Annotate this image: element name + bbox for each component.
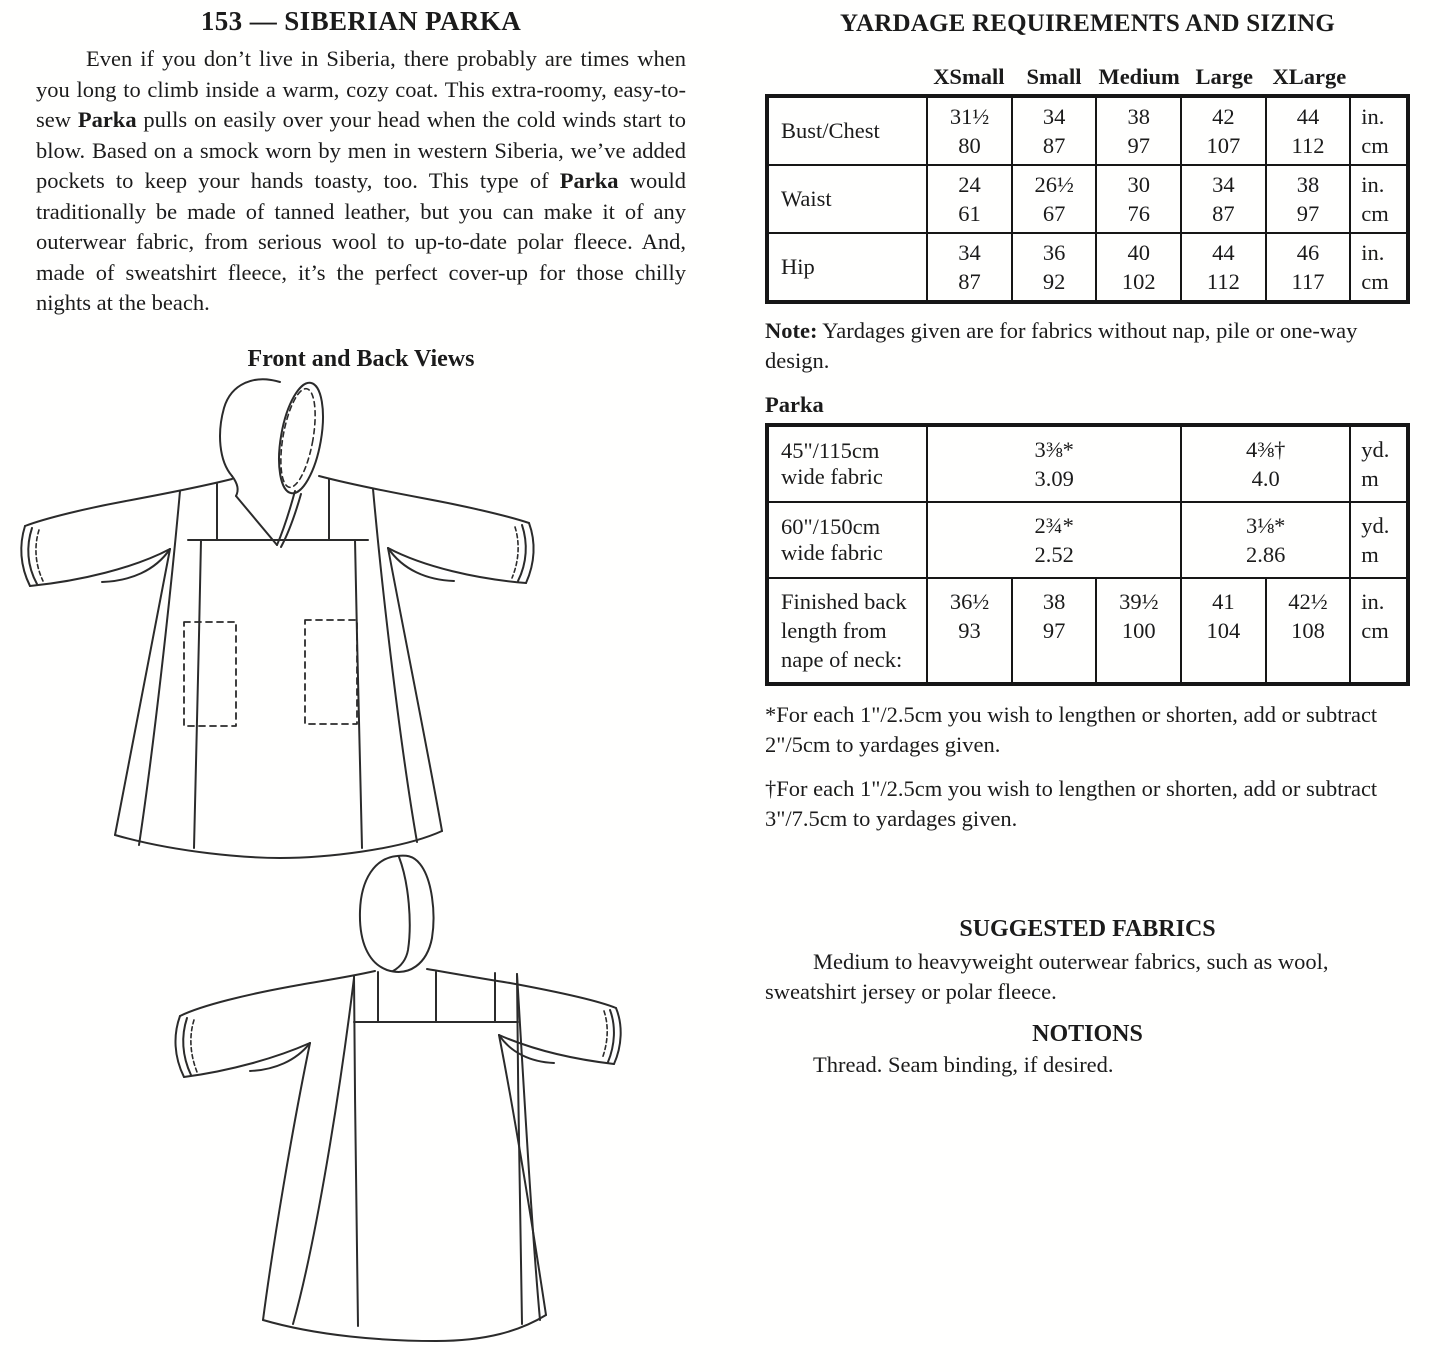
row-label: Waist <box>767 165 927 233</box>
cm-value: 97 <box>1296 201 1320 226</box>
m-value: 3.09 <box>1034 466 1074 491</box>
yd-value: 4⅜† <box>1246 437 1286 462</box>
in-value: 38 <box>1127 104 1151 129</box>
measurement-cell <box>1096 96 1181 165</box>
yd-value: 2¾* <box>1034 513 1074 538</box>
measurement-cell <box>1181 96 1266 165</box>
notions-text: Thread. Seam binding, if desired. <box>813 1052 1114 1077</box>
length-cell <box>1012 578 1097 684</box>
label-line: Finished back <box>781 589 907 614</box>
measurement-cell <box>927 96 1012 165</box>
fabric-width: 45"/115cm <box>781 438 880 463</box>
size-header-small: Small <box>1026 64 1082 89</box>
in-value: 41 <box>1212 589 1235 614</box>
in-value: 40 <box>1127 240 1151 265</box>
cm-value: 76 <box>1127 201 1151 226</box>
sizing-row-bust <box>767 96 1408 165</box>
footnote-star: *For each 1"/2.5cm you wish to lengthen or shorten, add or subtract 2"/5cm to yardages given. <box>765 702 1378 757</box>
parka-back-view-drawing <box>168 852 708 1352</box>
measurement-cell <box>1266 96 1351 165</box>
views-heading: Front and Back Views <box>247 345 475 372</box>
in-value: 34 <box>1212 172 1235 197</box>
right-column <box>765 0 1410 1080</box>
notions-heading: NOTIONS <box>1032 1021 1143 1047</box>
measurement-cell <box>1266 165 1351 233</box>
unit-in: in. <box>1361 240 1385 265</box>
measurement-cell <box>1266 233 1351 302</box>
parka-table-label: Parka <box>765 392 824 417</box>
cm-value: 97 <box>1127 133 1151 158</box>
cm-value: 87 <box>1212 201 1235 226</box>
footnote-dagger: †For each 1"/2.5cm you wish to lengthen or shorten, add or subtract 3"/7.5cm to yardages given. <box>765 776 1378 831</box>
size-header-medium: Medium <box>1098 64 1180 89</box>
unit-cm: cm <box>1361 201 1389 226</box>
in-value: 42 <box>1212 104 1235 129</box>
suggested-fabrics-heading: SUGGESTED FABRICS <box>959 916 1216 942</box>
measurement-cell <box>1012 233 1097 302</box>
yardage-cell-xs-m <box>927 425 1181 502</box>
yardage-cell-xs-m <box>927 502 1181 578</box>
m-value: 2.86 <box>1246 542 1286 567</box>
parka-row-45in-fabric <box>767 425 1408 502</box>
unit-m: m <box>1361 466 1379 491</box>
size-header-spacer <box>1352 64 1410 94</box>
in-value: 34 <box>958 240 981 265</box>
cm-value: 104 <box>1206 618 1241 643</box>
unit-yd: yd. <box>1361 513 1390 538</box>
sizing-row-hip <box>767 233 1408 302</box>
cm-value: 80 <box>958 133 981 158</box>
intro-bold-parka-2: Parka <box>559 168 619 193</box>
parka-yardage-table <box>765 423 1410 686</box>
cm-value: 93 <box>958 618 981 643</box>
label-line: nape of neck: <box>781 647 903 672</box>
measurement-cell <box>1096 165 1181 233</box>
measurement-cell <box>1012 165 1097 233</box>
in-value: 24 <box>958 172 981 197</box>
in-value: 38 <box>1042 589 1066 614</box>
length-cell <box>1096 578 1181 684</box>
in-value: 44 <box>1296 104 1320 129</box>
in-value: 38 <box>1296 172 1320 197</box>
cm-value: 87 <box>958 269 981 294</box>
measurement-cell <box>1181 233 1266 302</box>
front-neckline <box>236 491 301 547</box>
length-cell <box>1266 578 1351 684</box>
row-label: Bust/Chest <box>767 96 927 165</box>
in-value: 26½ <box>1034 172 1074 197</box>
back-hood-outline <box>360 856 434 972</box>
yardage-cell-l-xl <box>1181 425 1350 502</box>
in-value: 36½ <box>949 589 990 614</box>
cm-value: 112 <box>1206 269 1240 294</box>
parka-front-view-drawing <box>18 372 538 862</box>
intro-text-1: Even if you don’t live in Siberia, there probably are times when you long to climb inside a warm, cozy coat. This extra-roomy, easy-to-sew <box>36 46 686 132</box>
yardage-cell-l-xl <box>1181 502 1350 578</box>
fabric-width-2: wide fabric <box>781 540 883 565</box>
cm-value: 67 <box>1042 201 1066 226</box>
size-header-xsmall: XSmall <box>933 64 1005 89</box>
size-column-headers <box>765 64 1410 94</box>
cm-value: 112 <box>1291 133 1325 158</box>
fabric-width-2: wide fabric <box>781 464 883 489</box>
cm-value: 100 <box>1121 618 1156 643</box>
row-label <box>767 578 927 684</box>
cm-value: 102 <box>1121 269 1156 294</box>
page-title: 153 — SIBERIAN PARKA <box>200 6 522 36</box>
yd-value: 3⅛* <box>1246 513 1286 538</box>
unit-in: in. <box>1361 104 1385 129</box>
parka-row-60in-fabric <box>767 502 1408 578</box>
intro-text-2: pulls on easily over your head when the cold winds start to blow. Based on a smock worn by men in western Siberia, we’ve added pockets to keep your hands toasty, too. This type of <box>36 107 686 193</box>
back-left-sleeve <box>175 971 375 1077</box>
units-cell <box>1350 425 1408 502</box>
row-label: Hip <box>767 233 927 302</box>
in-value: 31½ <box>949 104 990 129</box>
in-value: 46 <box>1296 240 1320 265</box>
unit-cm: cm <box>1361 269 1389 294</box>
in-value: 34 <box>1042 104 1066 129</box>
units-cell <box>1350 233 1408 302</box>
yardage-heading: YARDAGE REQUIREMENTS AND SIZING <box>840 10 1335 37</box>
left-column <box>36 6 686 373</box>
in-value: 44 <box>1212 240 1235 265</box>
in-value: 30 <box>1127 172 1151 197</box>
intro-paragraph <box>36 44 686 319</box>
front-right-pocket <box>305 620 357 724</box>
m-value: 4.0 <box>1251 466 1280 491</box>
in-value: 36 <box>1042 240 1066 265</box>
sizing-table <box>765 94 1410 304</box>
measurement-cell <box>1096 233 1181 302</box>
front-body-panels <box>115 479 442 858</box>
units-cell <box>1350 578 1408 684</box>
cm-value: 107 <box>1206 133 1241 158</box>
row-label <box>767 425 927 502</box>
front-right-sleeve <box>319 476 534 583</box>
back-body-panels <box>263 972 546 1341</box>
back-right-sleeve <box>427 969 621 1064</box>
unit-m: m <box>1361 542 1379 567</box>
m-value: 2.52 <box>1034 542 1074 567</box>
measurement-cell <box>927 233 1012 302</box>
row-label <box>767 502 927 578</box>
note-label: Note: <box>765 318 818 343</box>
in-value: 39½ <box>1119 589 1159 614</box>
unit-in: in. <box>1361 589 1385 614</box>
size-header-xlarge: XLarge <box>1272 64 1347 89</box>
units-cell <box>1350 165 1408 233</box>
length-cell <box>927 578 1012 684</box>
unit-in: in. <box>1361 172 1385 197</box>
cm-value: 92 <box>1042 269 1066 294</box>
units-cell <box>1350 502 1408 578</box>
size-header-large: Large <box>1195 64 1253 89</box>
cm-value: 61 <box>958 201 981 226</box>
fabric-width: 60"/150cm <box>781 514 881 539</box>
units-cell <box>1350 96 1408 165</box>
measurement-cell <box>1181 165 1266 233</box>
unit-cm: cm <box>1361 618 1389 643</box>
unit-yd: yd. <box>1361 437 1390 462</box>
measurement-cell <box>1012 96 1097 165</box>
in-value: 42½ <box>1288 589 1328 614</box>
cm-value: 87 <box>1042 133 1066 158</box>
cm-value: 108 <box>1291 618 1325 643</box>
suggested-fabrics-text: Medium to heavyweight outerwear fabrics, such as wool, sweatshirt jersey or polar fleece. <box>765 949 1329 1004</box>
front-left-pocket <box>184 622 236 726</box>
measurement-cell <box>927 165 1012 233</box>
cm-value: 97 <box>1042 618 1066 643</box>
parka-row-finished-length <box>767 578 1408 684</box>
intro-bold-parka-1: Parka <box>77 107 137 132</box>
cm-value: 117 <box>1291 269 1325 294</box>
size-header-spacer <box>765 64 926 94</box>
yd-value: 3⅜* <box>1034 437 1074 462</box>
intro-text-3: would traditionally be made of tanned leather, but you can make it of any outerwear fabric, from serious wool to up-to-date polar fleece. And, made of sweatshirt fleece, it’s the perfect cover-up for those chilly nights at the beach. <box>36 168 686 315</box>
size-header-row <box>765 64 1410 94</box>
note-text: Yardages given are for fabrics without nap, pile or one-way design. <box>765 318 1358 373</box>
unit-cm: cm <box>1361 133 1389 158</box>
length-cell <box>1181 578 1266 684</box>
sizing-row-waist <box>767 165 1408 233</box>
note-paragraph <box>765 316 1410 376</box>
front-hood-outline <box>220 379 330 496</box>
label-line: length from <box>781 618 887 643</box>
